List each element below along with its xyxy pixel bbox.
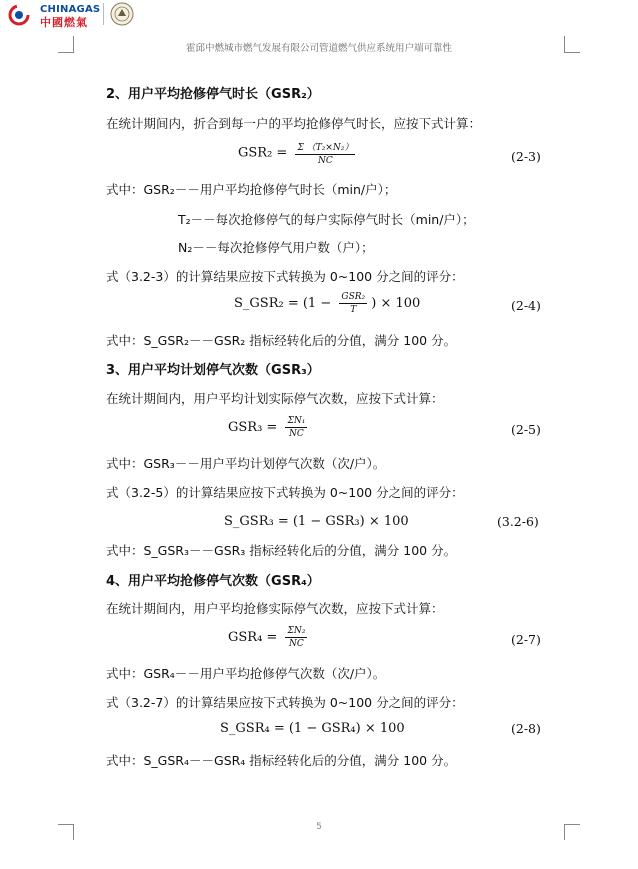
- fraction-numerator: ΣN₂: [287, 626, 306, 636]
- fraction-denominator: NC: [289, 429, 304, 439]
- paragraph-convert-gsr4: 式（3.2-7）的计算结果应按下式转换为 0~100 分之间的评分：: [106, 695, 464, 710]
- formula-right: ) × 100: [371, 296, 421, 311]
- running-header: 霍邱中燃城市燃气发展有限公司管道燃气供应系统用户端可靠性: [185, 43, 452, 54]
- fraction-denominator: NC: [318, 156, 333, 166]
- formula-s-gsr3: S_GSR₃ = (1 − GSR₃) × 100: [224, 514, 409, 529]
- formula-fraction: [285, 626, 307, 649]
- definition-gsr4: 式中：GSR₄－－用户平均抢修停气次数（次/户）。: [106, 666, 386, 681]
- equation-number: (2-3): [511, 149, 541, 164]
- section-heading-gsr3: 3、用户平均计划停气次数（GSR₃）: [106, 363, 320, 378]
- fraction-denominator: NC: [289, 639, 304, 649]
- fraction-numerator: ΣN₁: [287, 416, 306, 426]
- formula-fraction: [285, 416, 307, 439]
- formula-lhs: GSR₃ =: [228, 420, 278, 435]
- formula-fraction: [339, 292, 367, 315]
- company-seal-icon: [110, 2, 134, 26]
- definition-t2: T₂－－每次抢修停气的每户实际停气时长（min/户）；: [178, 212, 475, 227]
- paragraph-convert-gsr2: 式（3.2-3）的计算结果应按下式转换为 0~100 分之间的评分：: [106, 269, 464, 284]
- formula-gsr3: [228, 416, 307, 439]
- equation-number: (2-4): [511, 298, 541, 313]
- formula-left: S_GSR₂ = (1 −: [234, 296, 332, 311]
- definition-n2: N₂－－每次抢修停气用户数（户）；: [178, 240, 374, 255]
- note-s-gsr3: 式中：S_GSR₃－－GSR₃ 指标经转化后的分值，满分 100 分。: [106, 543, 457, 558]
- equation-number: (2-5): [511, 422, 541, 437]
- formula-gsr2: [238, 140, 355, 166]
- formula-s-gsr4: S_GSR₄ = (1 − GSR₄) × 100: [220, 721, 405, 736]
- fraction-numerator: GSR₂: [341, 292, 366, 302]
- page-number: 5: [316, 822, 322, 832]
- definition-gsr3: 式中：GSR₃－－用户平均计划停气次数（次/户）。: [106, 456, 386, 471]
- section-heading-gsr2: 2、用户平均抢修停气时长（GSR₂）: [106, 87, 320, 102]
- paragraph-gsr3-intro: 在统计期间内，用户平均计划实际停气次数，应按下式计算：: [106, 391, 444, 406]
- definition-gsr2: 式中：GSR₂－－用户平均抢修停气时长（min/户）；: [106, 182, 397, 197]
- note-s-gsr2: 式中：S_GSR₂－－GSR₂ 指标经转化后的分值，满分 100 分。: [106, 333, 457, 348]
- paragraph-convert-gsr3: 式（3.2-5）的计算结果应按下式转换为 0~100 分之间的评分：: [106, 485, 464, 500]
- formula-lhs: GSR₂ =: [238, 145, 288, 161]
- equation-number: (2-8): [511, 721, 541, 736]
- fraction-numerator: Σ （T₂×N₂）: [295, 140, 355, 155]
- chinagas-logo-icon: [8, 4, 34, 26]
- paragraph-gsr4-intro: 在统计期间内，用户平均抢修实际停气次数，应按下式计算：: [106, 601, 444, 616]
- brand-name-en: CHINAGAS: [40, 4, 101, 15]
- formula-gsr4: [228, 626, 307, 649]
- section-heading-gsr4: 4、用户平均抢修停气次数（GSR₄）: [106, 574, 320, 589]
- paragraph-gsr2-intro: 在统计期间内，折合到每一户的平均抢修停气时长，应按下式计算：: [106, 116, 482, 131]
- equation-number: (2-7): [511, 632, 541, 647]
- formula-lhs: GSR₄ =: [228, 630, 278, 645]
- logo-divider: [103, 3, 104, 25]
- equation-number: (3.2-6): [497, 514, 539, 529]
- fraction-denominator: T: [350, 305, 357, 315]
- formula-fraction: [295, 140, 355, 166]
- brand-name-cn: 中國燃氣: [40, 16, 88, 29]
- formula-s-gsr2: [234, 292, 420, 315]
- note-s-gsr4: 式中：S_GSR₄－－GSR₄ 指标经转化后的分值，满分 100 分。: [106, 753, 457, 768]
